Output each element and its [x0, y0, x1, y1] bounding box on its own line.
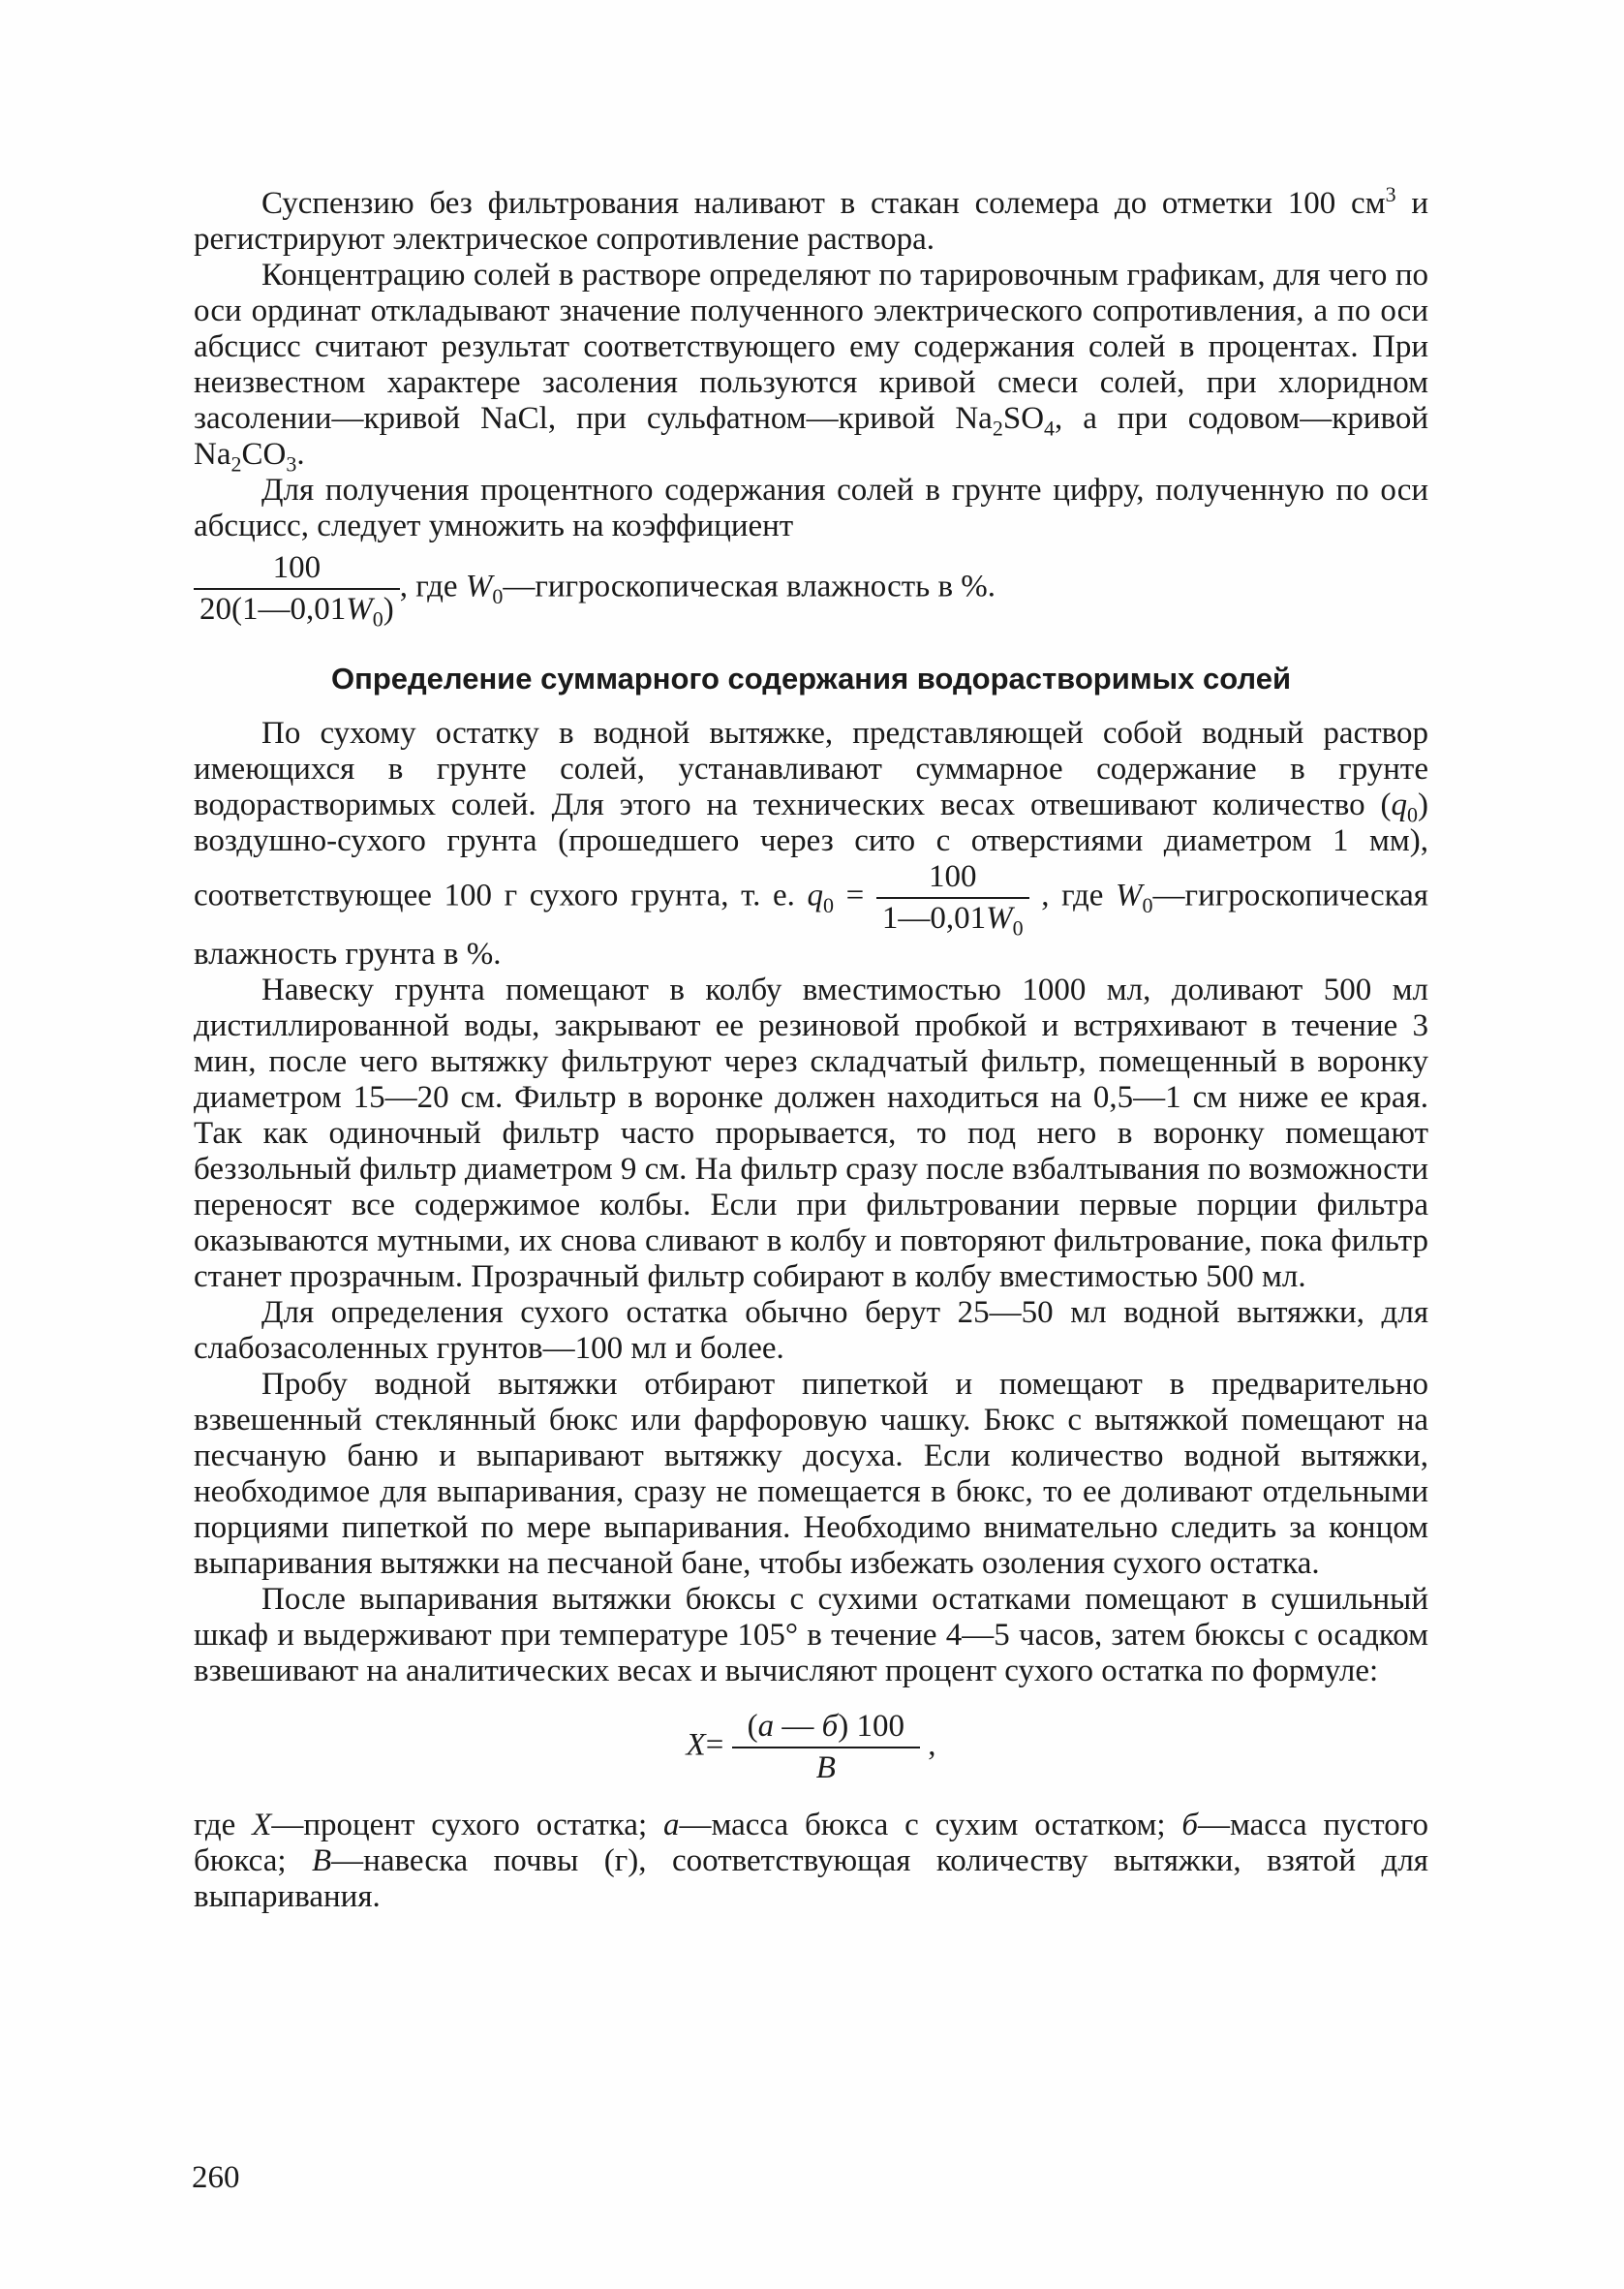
variable: X	[252, 1808, 272, 1842]
text-run: =	[705, 1727, 732, 1763]
text-run: —процент сухого остатка;	[271, 1808, 663, 1842]
text-run: CO	[241, 437, 287, 472]
text-run: , где	[399, 569, 466, 604]
subscript: 2	[230, 451, 242, 477]
subscript: 4	[1044, 416, 1056, 441]
text-run: где	[194, 1808, 253, 1842]
text-run: —масса бюкса с сухим остатком;	[679, 1808, 1182, 1842]
text-run: —гигроскопическая влажность в %.	[503, 569, 996, 604]
paragraph-evaporation: Пробу водной вытяжки отбирают пипеткой и помещают в предварительно взвешенный стеклянный бюкс или фарфоровую чашку. Бюкс с вытяжкой помещают на песчаную баню и выпаривают вытяжку досуха. Если количество водной вытяжки, необходимое для выпаривания, сразу не помещается в бюкс, то ее доливают отдельными порциями пипеткой по мере выпаривания. Необходимо внимательно следить за концом выпаривания вытяжки на песчаной бане, чтобы избежать озоления сухого остатка.	[194, 1367, 1428, 1581]
subscript: 2	[992, 416, 1003, 441]
subscript: 0	[1012, 915, 1024, 941]
section-heading: Определение суммарного содержания водорастворимых солей	[330, 662, 1292, 696]
subscript: 3	[286, 451, 297, 477]
text-run: =	[833, 878, 876, 913]
text-run: (	[747, 1709, 758, 1744]
text-run: Концентрацию солей в растворе определяют по тарировочным графикам, для чего по оси ординат откладывают значение полученного электрического сопротивления, а по оси абсцисс считают результат соответствующего ему содержания солей в процентах. При неизвестном характере засоления пользуются кривой смеси солей, при хлоридном засолении—кривой NaCl, при сульфатном—кривой Na	[194, 258, 1428, 436]
subscript: 0	[1142, 893, 1153, 918]
subscript: 0	[372, 606, 383, 632]
variable: W	[346, 592, 373, 627]
text-run: —	[774, 1709, 822, 1744]
text-run: SO	[1002, 401, 1045, 436]
variable: W	[465, 569, 493, 604]
text-run: )	[383, 592, 394, 627]
paragraph-concentration	[194, 258, 1429, 477]
fraction-numerator: 100	[194, 550, 400, 590]
text-run: 20(1—0,01	[199, 592, 347, 627]
paragraph-sample-procedure: Навеску грунта помещают в колбу вместимостью 1000 мл, доливают 500 мл дистиллированной воды, закрывают ее резиновой пробкой и встряхивают в течение 3 мин, после чего вытяжку фильтруют через складчатый фильтр, помещенный в воронку диаметром 15—20 см. Фильтр в воронке должен находиться на 0,5—1 см ниже ее края. Так как одиночный фильтр часто прорывается, то под него в воронку помещают беззольный фильтр диаметром 9 см. На фильтр сразу после взбалтывания по возможности переносят все содержимое колбы. Если при фильтровании первые порции фильтра оказываются мутными, их снова сливают в колбу и повторяют фильтрование, пока фильтр станет прозрачным. Прозрачный фильтр собирают в колбу вместимостью 500 мл.	[194, 973, 1428, 1294]
formula-fraction	[732, 1709, 920, 1786]
text-run: , где	[1028, 878, 1117, 913]
fraction-numerator	[732, 1709, 920, 1748]
text-run: ,	[919, 1727, 936, 1763]
variable: W	[1116, 878, 1143, 913]
text-run: , а при содовом—кривой Na	[194, 401, 1429, 472]
fraction-denominator: B	[815, 1750, 836, 1785]
page-number: 260	[192, 2160, 240, 2195]
coefficient-fraction	[194, 550, 400, 632]
subscript: 0	[822, 893, 834, 918]
fraction-numerator: 100	[876, 859, 1029, 899]
text-run: ) воздушно-сухого грунта (прошедшего через сито с отверстиями диаметром 1 мм), соответствующее 100 г сухого грунта, т. е.	[194, 788, 1428, 913]
text-run: —масса пустого бюкса;	[194, 1808, 1428, 1878]
q0-fraction	[876, 859, 1029, 941]
variable: X	[686, 1727, 706, 1763]
superscript: 3	[1385, 182, 1396, 206]
text-run: 1—0,01	[881, 901, 987, 936]
variable: a	[662, 1808, 680, 1842]
variable: a	[757, 1709, 775, 1744]
text-run: и регистрируют электрическое сопротивление раствора.	[194, 186, 1428, 257]
paragraph-percent-content: Для получения процентного содержания солей в грунте цифру, полученную по оси абсцисс, следует умножить на коэффициент	[194, 473, 1428, 543]
paragraph-dry-residue	[194, 716, 1428, 973]
variable: q	[807, 878, 823, 913]
variable: W	[986, 901, 1013, 936]
fraction-denominator	[194, 590, 400, 632]
fraction-denominator	[876, 899, 1029, 941]
paragraph-drying: После выпаривания вытяжки бюксы с сухими остатками помещают в сушильный шкаф и выдерживают при температуре 105° в течение 4—5 часов, затем бюксы с осадком взвешивают на аналитических весах и вычисляют процент сухого остатка по формуле:	[194, 1582, 1428, 1688]
subscript: 0	[492, 584, 504, 609]
text-run: .	[296, 437, 305, 472]
paragraph-suspension	[194, 182, 1428, 258]
text-run: Суспензию без фильтрования наливают в стакан солемера до отметки 100 см	[261, 186, 1386, 221]
paragraph-formula-legend	[194, 1808, 1428, 1915]
subscript: 0	[1407, 802, 1418, 827]
paragraph-volume: Для определения сухого остатка обычно берут 25—50 мл водной вытяжки, для слабозасоленных грунтов—100 мл и более.	[194, 1295, 1428, 1366]
text-run: —гигроскопическая влажность грунта в %.	[194, 878, 1428, 972]
coefficient-formula	[194, 550, 1428, 632]
text-run: ) 100	[838, 1709, 904, 1744]
dry-residue-formula	[194, 1709, 1428, 1786]
variable: q	[1391, 788, 1407, 822]
page-body	[194, 182, 1429, 1915]
variable: б	[1181, 1808, 1198, 1842]
text-run: По сухому остатку в водной вытяжке, представляющей собой водный раствор имеющихся в грунте солей, устанавливают суммарное содержание в грунте водорастворимых солей. Для этого на технических весах отвешивают количество (	[194, 716, 1428, 822]
variable: б	[821, 1709, 839, 1744]
text-run: —навеска почвы (г), соответствующая количеству вытяжки, взятой для выпаривания.	[194, 1843, 1428, 1914]
variable: B	[312, 1843, 332, 1878]
